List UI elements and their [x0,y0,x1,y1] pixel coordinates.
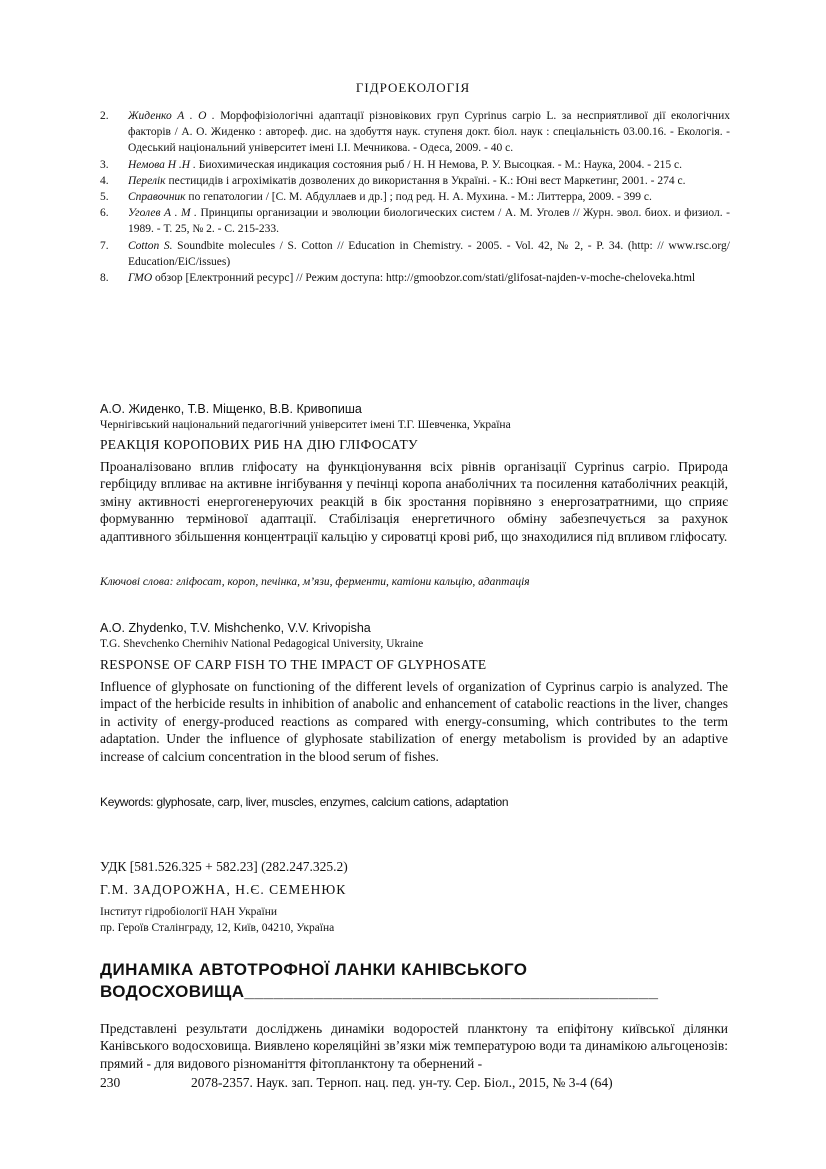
reference-item [100,157,730,173]
reference-text [128,270,730,286]
reference-author: Перелік [128,174,166,187]
reference-item [100,205,730,237]
reference-body: Морфофізіологічні адаптації різновікових груп Cyprinus carpio L. за несприятливої дії екологічних факторів / А. О. Жиденко : автореф. дис. на здобуття наук. ступеня докт. біол. наук : спеціальність 03.00.16. - Екологія. - Одеський національний університет імені І.І. Мечникова. - Одеса, 2009. - 40 с. [128,110,730,155]
reference-text [128,173,730,189]
reference-item [100,189,730,205]
reference-text [128,238,730,270]
running-header: ГІДРОЕКОЛОГІЯ [355,80,471,95]
reference-text [128,157,730,173]
reference-author: Уголев А . М . [128,207,197,220]
reference-item [100,238,730,270]
reference-item [100,173,730,189]
next-address: пр. Героїв Сталінграду, 12, Київ, 04210, Україна [100,922,335,934]
reference-item [100,270,730,286]
reference-number: 6. [100,207,109,220]
reference-body: обзор [Електронний ресурс] // Режим доступа: http://gmoobzor.com/stati/glifosat-najden-v-moche-cheloveka.html [152,272,696,285]
reference-text [128,189,730,205]
reference-number: 2. [100,110,109,122]
reference-body: Soundbite molecules / S. Cotton // Education in Chemistry. - 2005. - Vol. 42, № 2, - P. 34. (http: // www.rsc.org/ Education/EiC/issues) [128,239,730,268]
reference-author: Cotton S. [128,239,173,252]
reference-author: Справочник [128,191,186,204]
reference-body: по гепатологии / [С. М. Абдуллаев и др.] ; под ред. Н. А. Мухина. - М.: Литтерра, 2009. - 399 с. [185,191,652,204]
journal-citation: 2078-2357. Наук. зап. Терноп. нац. пед. ун-ту. Сер. Біол., 2015, № 3-4 (64) [191,1075,613,1090]
en-title: RESPONSE OF CARP FISH TO THE IMPACT OF GLYPHOSATE [100,657,487,672]
reference-author: ГМО [128,272,153,285]
reference-body: Принципы организации и эволюции биологических систем / А. М. Уголев // Журн. эвол. биох. и физиол. - 1989. - Т. 25, № 2. - С. 215-233. [128,207,730,236]
reference-number: 3. [100,158,109,171]
reference-body: Биохимическая индикация состояния рыб / Н. Н Немова, Р. У. Высоцкая. - М.: Наука, 2004. - 215 с. [195,158,683,171]
en-affiliation: T.G. Shevchenko Chernihiv National Pedagogical University, Ukraine [100,638,424,650]
ua-keywords: Ключові слова: гліфосат, короп, печінка, м’язи, ферменти, катіони кальцію, адаптація [100,576,530,588]
reference-text [128,108,730,157]
next-authors: Г.М. ЗАДОРОЖНА, Н.Є. СЕМЕНЮК [100,882,347,897]
next-affiliation: Інститут гідробіології НАН України [100,906,278,918]
udc-code: УДК [581.526.325 + 582.23] (282.247.325.2) [100,859,348,874]
next-title-line2: ВОДОСХОВИЩА__________________________________________ [100,982,659,1001]
reference-list [100,108,730,286]
next-abstract: Представлені результати досліджень динаміки водоростей планктону та епіфітону київської ділянки Канівського водосховища. Виявлено кореляційні зв’язки між температурою води та динамікою альгоценозів: прямий - для видового різноманіття фітопланктону та обернений - [100,1021,728,1071]
next-title-line1: ДИНАМІКА АВТОТРОФНОЇ ЛАНКИ КАНІВСЬКОГО [100,960,528,979]
reference-author: Немова Н .Н . [128,158,196,171]
ua-affiliation: Чернігівський національний педагогічний університет імені Т.Г. Шевченка, Україна [100,419,511,431]
ua-abstract: Проаналізовано вплив гліфосату на функціонування всіх рівнів організації Cyprinus carpio. Природа гербіциду впливає на активне інгібування у печінці коропа анаболічних та посилення катаболічних реакцій, зміну активності енергогенеруючих реакцій в бік зростання порівняно з енергозатратними, що сприяє формуванню термінової адаптації. Стабілізація енергетичного обміну забезпечується за рахунок адаптивного збільшення концентрації кальцію у сироватці крові риб, що знаходилися під впливом гліфосату. [100,459,728,544]
reference-number: 5. [100,191,109,204]
reference-item [100,108,730,157]
page-number: 230 [100,1075,121,1090]
reference-number: 7. [100,239,109,252]
en-keywords: Keywords: glyphosate, carp, liver, muscles, enzymes, calcium cations, adaptation [100,795,509,809]
reference-text [128,205,730,237]
ua-title: РЕАКЦІЯ КОРОПОВИХ РИБ НА ДІЮ ГЛІФОСАТУ [100,437,418,452]
reference-author: Жиденко А . О . [128,110,215,122]
en-authors: A.O. Zhydenko, T.V. Mishchenko, V.V. Krivopisha [100,621,371,635]
reference-number: 4. [100,174,109,187]
en-abstract: Influence of glyphosate on functioning of the different levels of organization of Cyprinus carpio is analyzed. The impact of the herbicide results in inhibition of anabolic and enhancement of catabolic reactions in the liver, changes in activity of energy-produced reactions as compared with energy-consuming, which contributes to the term adaptation. Under the influence of glyphosate stabilization of energy metabolism is provided by an adaptive increase of calcium concentration in the blood serum of fishes. [100,679,728,764]
reference-number: 8. [100,272,109,285]
ua-authors: А.О. Жиденко, Т.В. Міщенко, В.В. Кривопиша [100,402,362,416]
reference-body: пестицидів і агрохімікатів дозволених до використання в Україні. - К.: Юні вест Маркетинг, 2001. - 274 с. [165,174,686,187]
